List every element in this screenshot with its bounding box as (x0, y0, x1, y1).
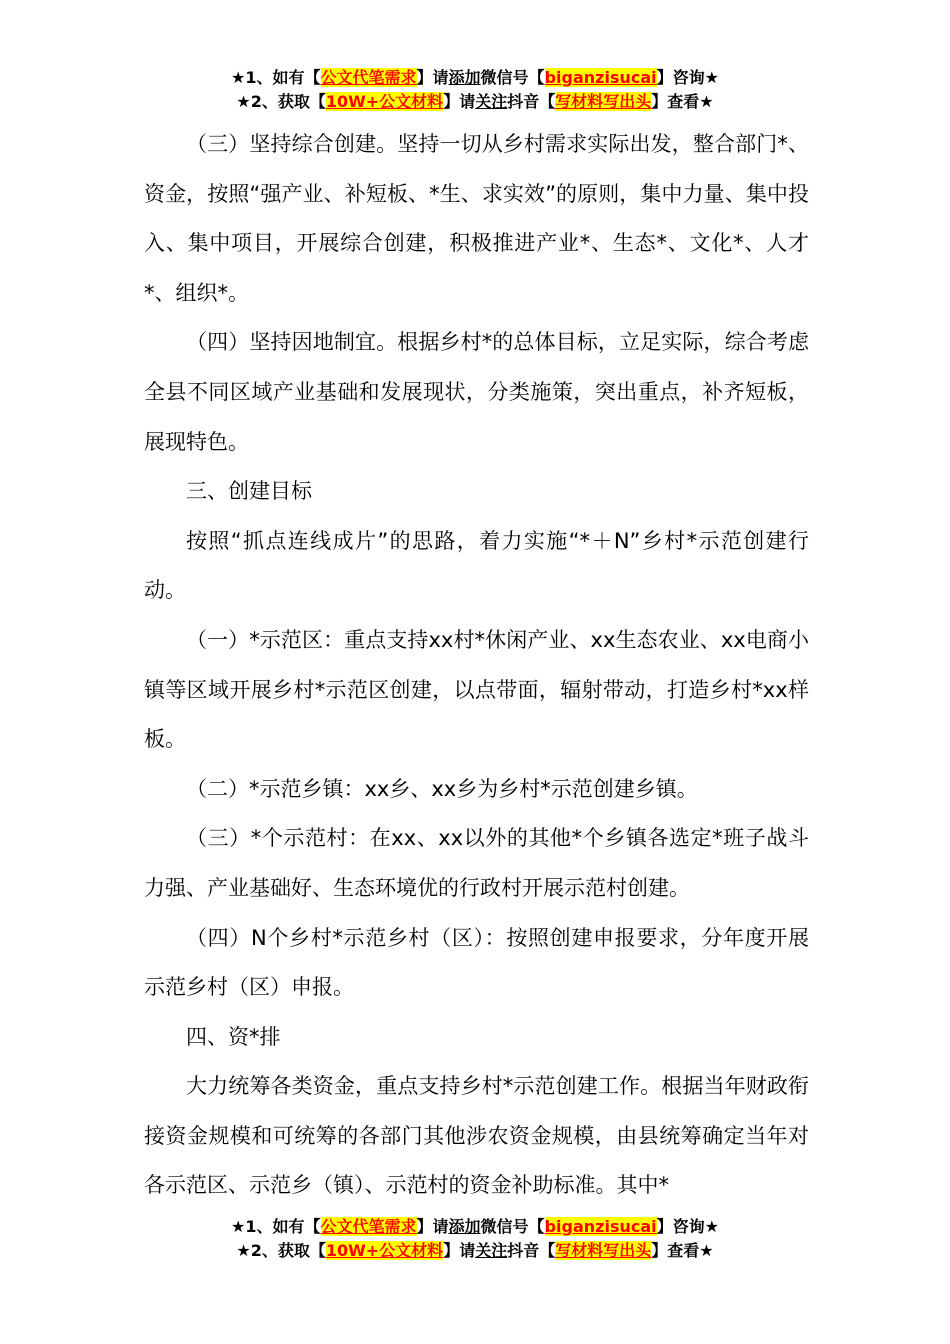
banner-line-2: ★2、获取【10W+公文材料】请关注抖音【写材料写出头】查看★ (236, 1241, 714, 1260)
highlight-douyin-account: 写材料写出头 (555, 1241, 652, 1260)
paragraph-local-conditions: （四）坚持因地制宜。根据乡村*的总体目标，立足实际，综合考虑全县不同区域产业基础和发展现状，分类施策，突出重点，补齐短板，展现特色。 (144, 330, 809, 454)
footer-banner (0, 1215, 950, 1263)
paragraph-n-demo: （四）N个乡村*示范乡村（区）：按照创建申报要求，分年度开展示范乡村（区）申报。 (144, 925, 809, 1000)
paragraph-goals-intro: 按照“抓点连线成片”的思路，着力实施“*＋N”乡村*示范创建行动。 (144, 528, 809, 603)
section-heading-goals: 三、创建目标 (186, 479, 312, 504)
paragraph-demo-zone: （一）*示范区：重点支持xx村*休闲产业、xx生态农业、xx电商小镇等区域开展乡村*示范区创建，以点带面，辐射带动，打造乡村*xx样板。 (144, 627, 809, 752)
highlight-wechat-id: biganzisucai (544, 1217, 657, 1236)
banner-line-2: ★2、获取【10W+公文材料】请关注抖音【写材料写出头】查看★ (236, 92, 714, 111)
document-body (144, 120, 809, 1211)
banner-line-1: ★1、如有【公文代笔需求】请添加微信号【biganzisucai】咨询★ (231, 68, 719, 87)
paragraph-funding: 大力统筹各类资金，重点支持乡村*示范创建工作。根据当年财政衔接资金规模和可统筹的各部门其他涉农资金规模，由县统筹确定当年对各示范区、示范乡（镇）、示范村的资金补助标准。其中* (144, 1074, 809, 1198)
header-banner (0, 66, 950, 114)
highlight-service: 公文代笔需求 (320, 1217, 417, 1236)
section-heading-funding: 四、资*排 (186, 1024, 281, 1049)
highlight-wechat-id: biganzisucai (544, 68, 657, 87)
highlight-douyin-account: 写材料写出头 (555, 92, 652, 111)
banner-line-1: ★1、如有【公文代笔需求】请添加微信号【biganzisucai】咨询★ (231, 1217, 719, 1236)
highlight-materials: 10W+公文材料 (325, 1241, 444, 1260)
paragraph-demo-township: （二）*示范乡镇：xx乡、xx乡为乡村*示范创建乡镇。 (186, 776, 698, 801)
paragraph-demo-village: （三）*个示范村：在xx、xx以外的其他*个乡镇各选定*班子战斗力强、产业基础好、生态环境优的行政村开展示范村创建。 (144, 826, 809, 900)
highlight-materials: 10W+公文材料 (325, 92, 444, 111)
highlight-service: 公文代笔需求 (320, 68, 417, 87)
paragraph-comprehensive-creation: （三）坚持综合创建。坚持一切从乡村需求实际出发，整合部门*、资金，按照“强产业、补短板、*生、求实效”的原则，集中力量、集中投入、集中项目，开展综合创建，积极推进产业*、生态*、文化*、人才*、组织*。 (144, 132, 809, 305)
